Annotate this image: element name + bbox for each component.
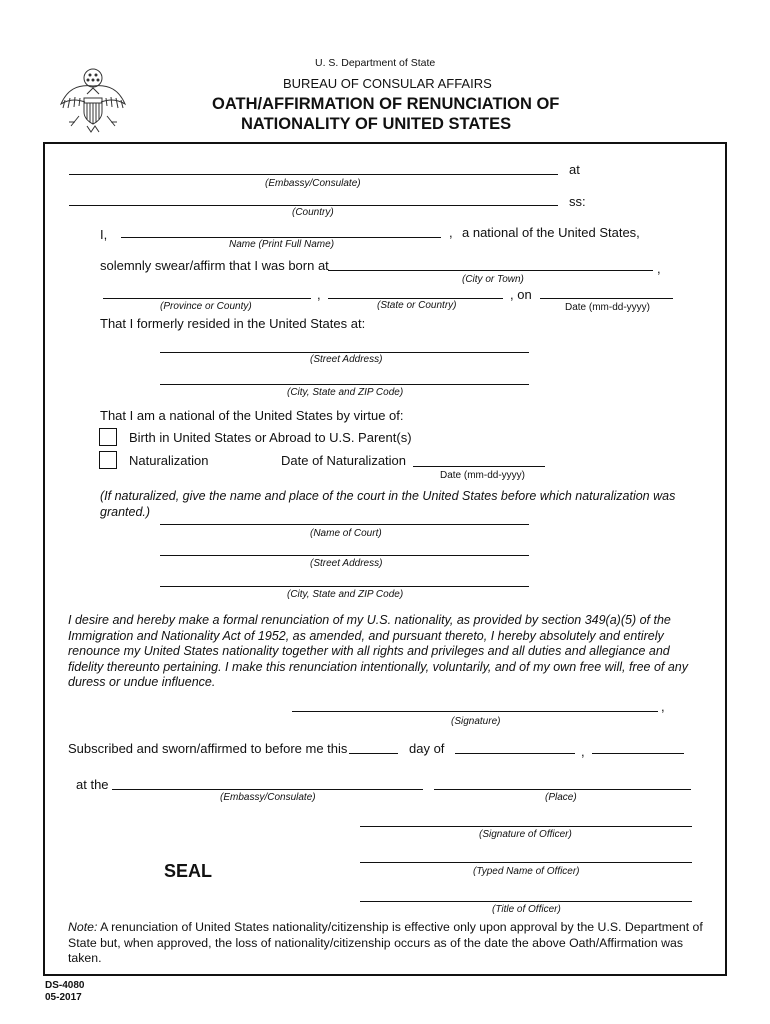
embassy-field[interactable]: [69, 174, 558, 175]
form-number: DS-4080: [45, 980, 85, 991]
officer-title-caption: (Title of Officer): [492, 904, 561, 915]
officer-title-field[interactable]: [360, 901, 692, 902]
court-name-field[interactable]: [160, 524, 529, 525]
place-embassy-field[interactable]: [112, 789, 423, 790]
form-title-line-1: OATH/AFFIRMATION OF RENUNCIATION OF: [212, 95, 560, 113]
form-date: 05-2017: [45, 992, 82, 1003]
resided-text: That I formerly resided in the United States at:: [100, 316, 366, 331]
note-text: A renunciation of United States nationality/citizenship is effective only upon approval by the U.S. Department of State but, when approved, the loss of nationality/citizenship occurs as of the date the above Oath/Affirmation was taken.: [68, 920, 703, 965]
country-field[interactable]: [69, 205, 558, 206]
court-city-field[interactable]: [160, 586, 529, 587]
typed-name-field[interactable]: [360, 862, 692, 863]
place-field[interactable]: [434, 789, 691, 790]
court-city-caption: (City, State and ZIP Code): [287, 589, 404, 600]
officer-signature-field[interactable]: [360, 826, 692, 827]
court-street-field[interactable]: [160, 555, 529, 556]
national-text: a national of the United States,: [462, 225, 640, 240]
subscribed-text: Subscribed and sworn/affirmed to before me this: [68, 741, 348, 756]
ss-label: ss:: [569, 194, 586, 209]
seal-label: SEAL: [164, 861, 213, 881]
at-the-label: at the: [76, 777, 109, 792]
naturalized-note: (If naturalized, give the name and place of the court in the United States before which naturalization was granted.): [100, 489, 676, 519]
naturalization-date-field[interactable]: [413, 466, 545, 467]
state-department-seal: [57, 64, 129, 136]
officer-signature-caption: (Signature of Officer): [479, 829, 572, 840]
month-comma: ,: [581, 744, 585, 759]
date-of-naturalization-label: Date of Naturalization: [281, 453, 407, 468]
bureau-name: BUREAU OF CONSULAR AFFAIRS: [283, 76, 492, 91]
i-label: I,: [100, 227, 108, 242]
note: [68, 920, 718, 967]
form-title-line-2: NATIONALITY OF UNITED STATES: [241, 115, 512, 133]
place-caption: (Place): [545, 792, 577, 803]
renunciation-statement: I desire and hereby make a formal renunciation of my U.S. nationality, as provided by section 349(a)(5) of the Immigration and Nationality Act of 1952, as amended, and pursuant thereto, I hereby absolutely and entirely renounce my United States nationality together with all rights and privileges and all duties and allegiance and fidelity thereunto pertaining. I make this renunciation intentionally, voluntarily, and of my own free will, free of any duress or undue influence.: [68, 613, 689, 689]
city-state-zip-field[interactable]: [160, 384, 529, 385]
city-comma: ,: [657, 261, 661, 276]
signature-field[interactable]: [292, 711, 658, 712]
city-town-field[interactable]: [328, 270, 653, 271]
day-of-label: day of: [409, 741, 445, 756]
birth-date-caption: Date (mm-dd-yyyy): [565, 302, 651, 313]
typed-name-caption: (Typed Name of Officer): [473, 866, 580, 877]
birth-date-field[interactable]: [540, 298, 673, 299]
naturalization-checkbox[interactable]: [99, 451, 117, 469]
naturalization-option-label: Naturalization: [129, 453, 209, 468]
day-field[interactable]: [349, 753, 398, 754]
country-caption: (Country): [292, 207, 334, 218]
signature-caption: (Signature): [451, 716, 501, 727]
note-label: Note:: [68, 920, 98, 934]
court-street-caption: (Street Address): [310, 558, 383, 569]
birth-option-label: Birth in United States or Abroad to U.S. Parent(s): [129, 430, 412, 445]
province-caption: (Province or County): [160, 301, 252, 312]
signature-comma: ,: [661, 699, 665, 714]
month-field[interactable]: [455, 753, 575, 754]
swear-text: solemnly swear/affirm that I was born at: [100, 258, 329, 273]
on-label: , on: [510, 287, 532, 302]
city-state-zip-caption: (City, State and ZIP Code): [287, 387, 404, 398]
birth-checkbox[interactable]: [99, 428, 117, 446]
naturalization-date-caption: Date (mm-dd-yyyy): [440, 470, 526, 481]
court-name-caption: (Name of Court): [310, 528, 382, 539]
name-caption: Name (Print Full Name): [229, 239, 335, 250]
full-name-field[interactable]: [121, 237, 441, 238]
province-field[interactable]: [103, 298, 311, 299]
state-country-field[interactable]: [328, 298, 503, 299]
at-label: at: [569, 162, 580, 177]
state-country-caption: (State or Country): [377, 300, 457, 311]
national-by-text: That I am a national of the United States by virtue of:: [100, 408, 404, 423]
department-name: U. S. Department of State: [315, 57, 436, 69]
street-address-field[interactable]: [160, 352, 529, 353]
street-address-caption: (Street Address): [310, 354, 383, 365]
city-town-caption: (City or Town): [462, 274, 524, 285]
embassy-caption: (Embassy/Consulate): [265, 178, 361, 189]
year-field[interactable]: [592, 753, 684, 754]
province-comma: ,: [317, 287, 321, 302]
name-comma: ,: [449, 225, 453, 240]
place-embassy-caption: (Embassy/Consulate): [220, 792, 316, 803]
